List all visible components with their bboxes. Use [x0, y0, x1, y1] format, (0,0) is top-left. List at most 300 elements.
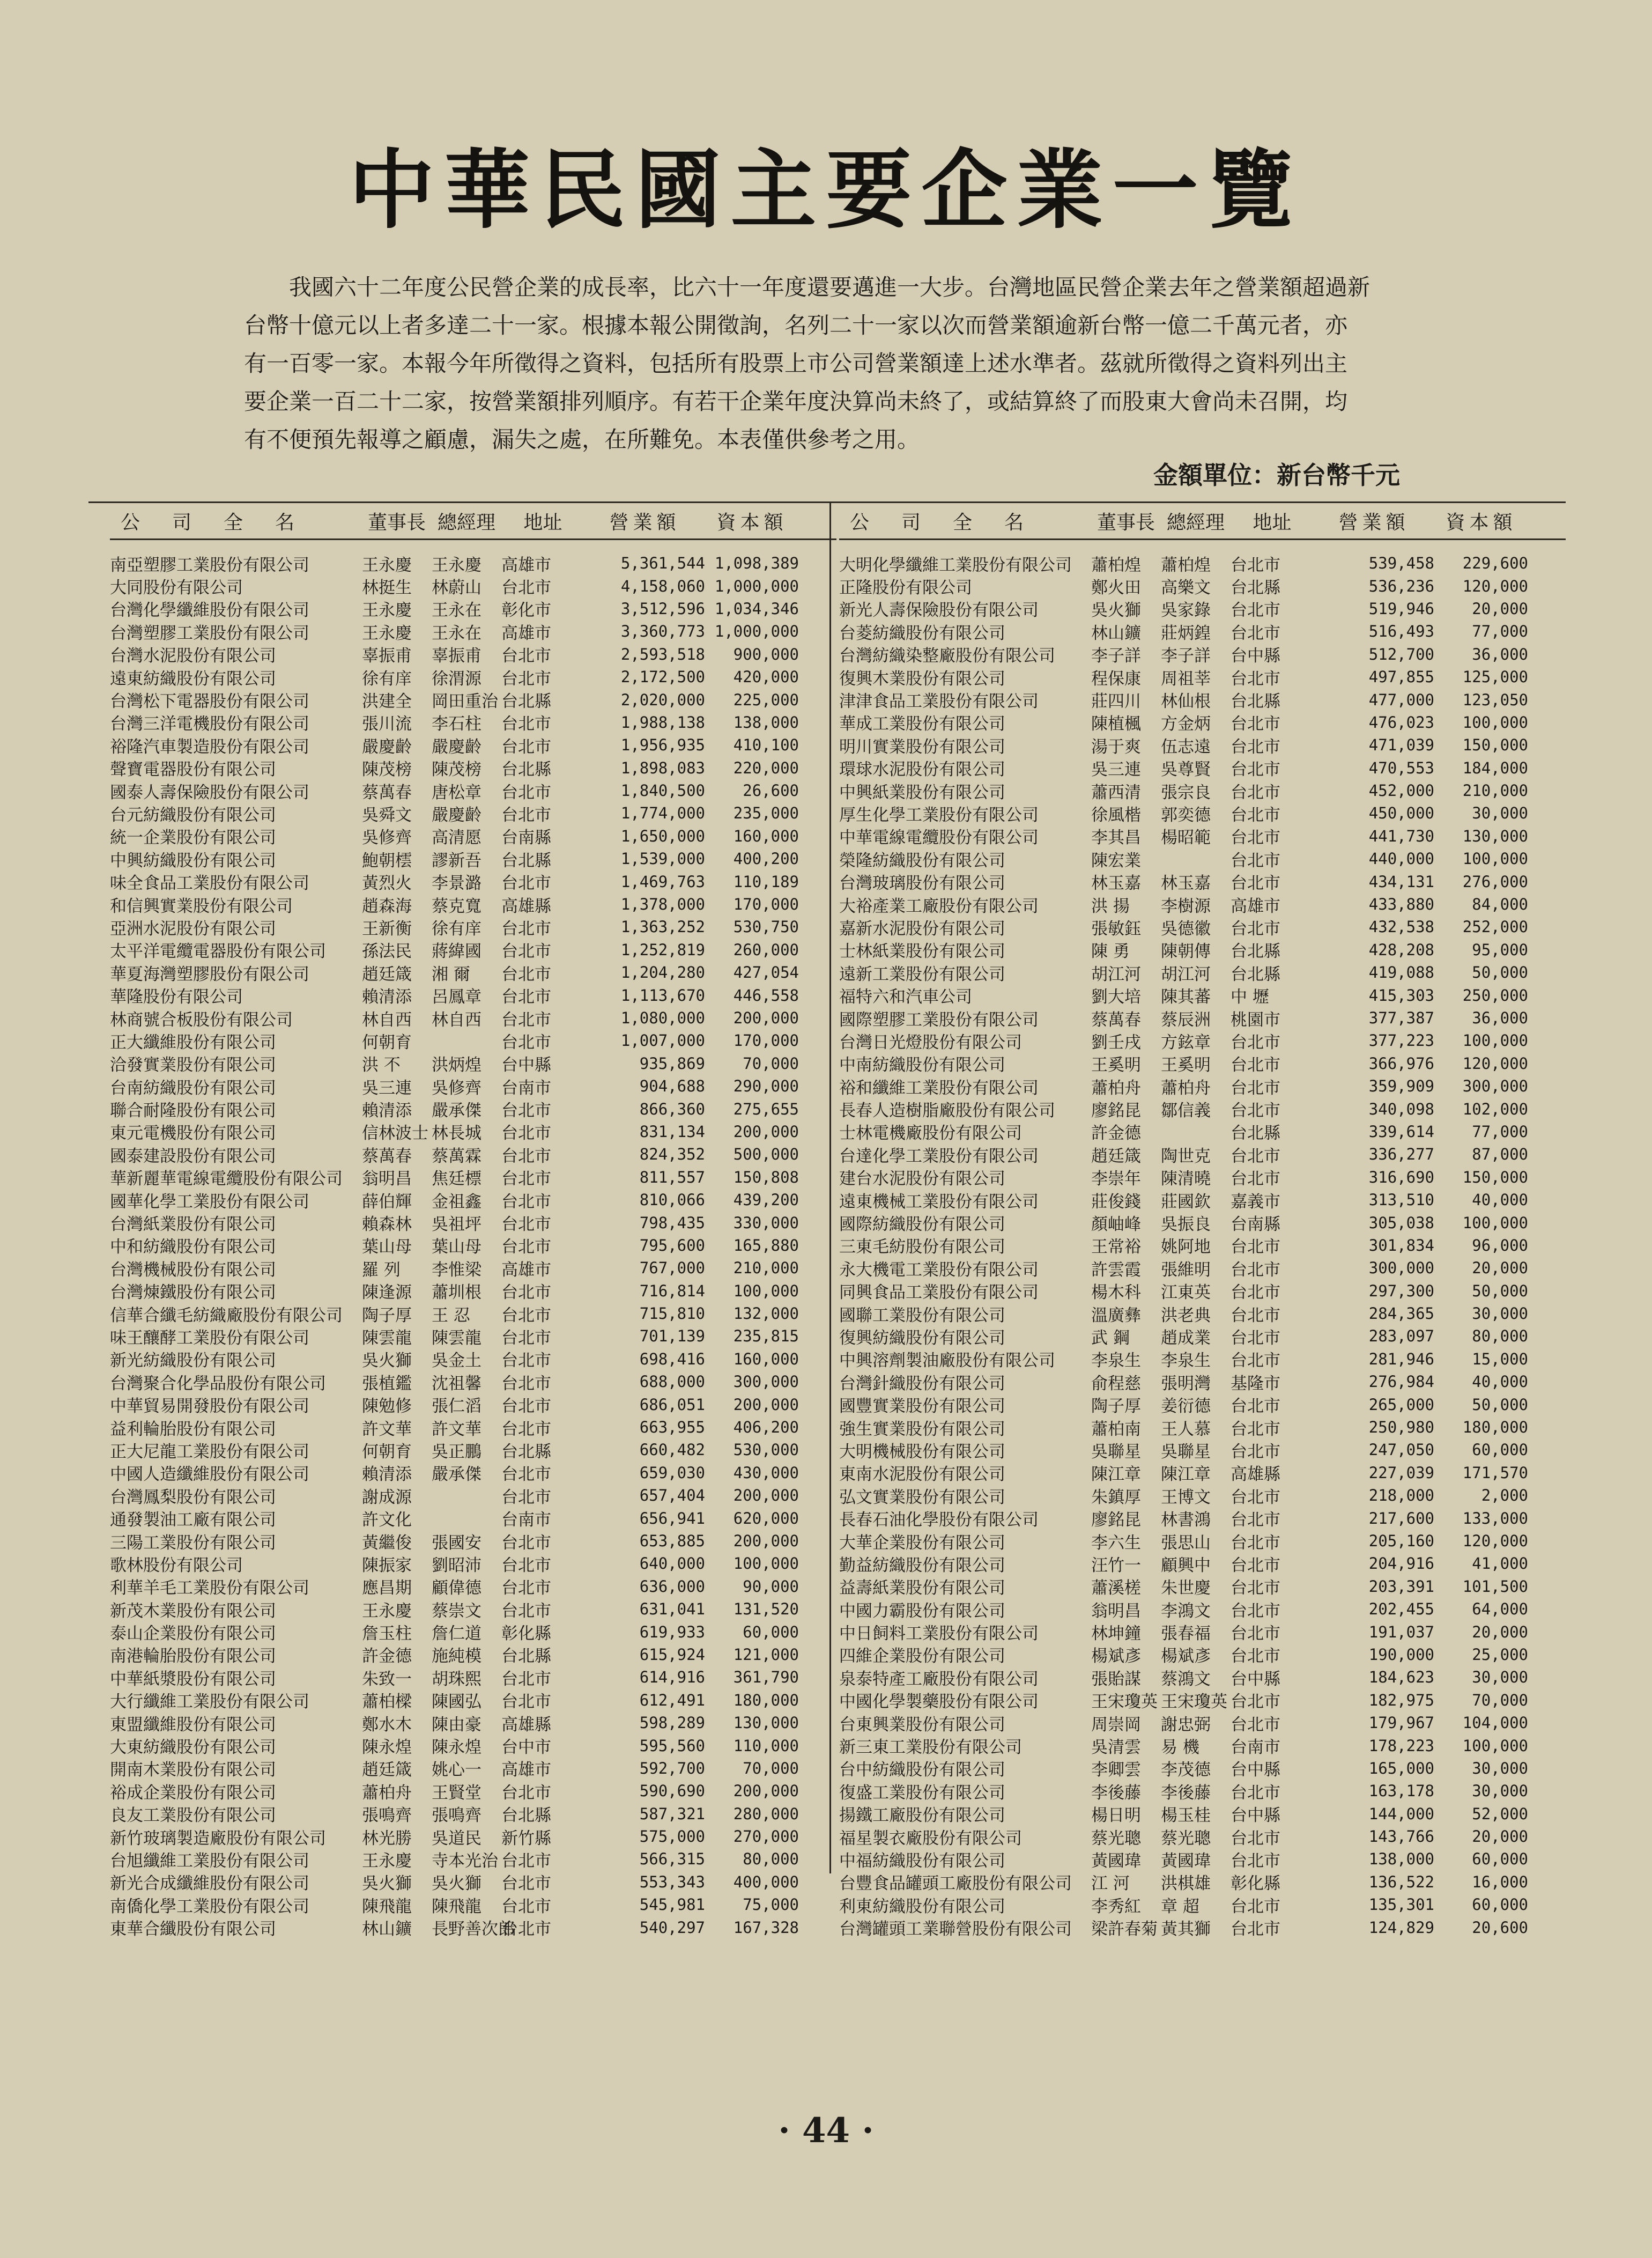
address-cell: 台北市	[501, 964, 551, 984]
table-row	[839, 1734, 1566, 1757]
general-manager-cell: 蕭柏舟	[1161, 1078, 1211, 1098]
address-cell: 台北市	[1231, 1078, 1280, 1098]
general-manager-cell: 胡江河	[1161, 964, 1211, 984]
revenue-cell: 434,131	[1368, 872, 1434, 891]
company-name-cell: 良友工業股份有限公司	[110, 1806, 276, 1826]
company-name-cell: 台灣水泥股份有限公司	[110, 646, 276, 666]
revenue-cell: 4,158,060	[620, 577, 705, 595]
header-company: 公司全名	[850, 511, 1056, 534]
revenue-cell: 477,000	[1368, 690, 1434, 709]
intro-line: 有不便預先報導之顧慮，漏失之處，在所難免。本表僅供參考之用。	[244, 426, 920, 453]
company-name-cell: 永大機電工業股份有限公司	[839, 1260, 1039, 1280]
chairman-cell: 林挺生	[362, 578, 412, 598]
table-row	[839, 734, 1566, 756]
revenue-cell: 138,000	[1368, 1850, 1434, 1869]
table-header	[839, 503, 1566, 540]
capital-cell: 77,000	[1472, 1122, 1528, 1141]
chairman-cell: 張敏鈺	[1091, 919, 1141, 939]
chairman-cell: 蕭西清	[1091, 783, 1141, 802]
capital-cell: 180,000	[1462, 1418, 1528, 1437]
capital-cell: 30,000	[1472, 804, 1528, 823]
chairman-cell: 林山鑛	[362, 1920, 412, 1939]
company-name-cell: 台灣塑膠工業股份有限公司	[110, 623, 309, 643]
company-name-cell: 聲寶電器股份有限公司	[110, 760, 276, 780]
general-manager-cell: 寺本光治	[432, 1851, 498, 1871]
company-name-cell: 台旭纖維工業股份有限公司	[110, 1851, 309, 1871]
table-row	[110, 847, 836, 870]
capital-cell: 87,000	[1472, 1145, 1528, 1164]
company-name-cell: 中華貿易開發股份有限公司	[110, 1397, 309, 1416]
capital-cell: 30,000	[1472, 1759, 1528, 1777]
chairman-cell: 洪建全	[362, 692, 412, 712]
company-name-cell: 長春石油化學股份有限公司	[839, 1510, 1039, 1530]
chairman-cell: 趙廷箴	[1091, 1146, 1141, 1166]
chairman-cell: 李子詳	[1091, 646, 1141, 666]
capital-cell: 26,600	[743, 781, 799, 800]
header-chairman: 董事長	[367, 511, 426, 534]
table-row	[110, 1643, 836, 1666]
revenue-cell: 831,134	[639, 1122, 705, 1141]
chairman-cell: 李泉生	[1091, 1351, 1141, 1371]
chairman-cell: 廖銘昆	[1091, 1101, 1141, 1121]
capital-cell: 439,200	[733, 1191, 799, 1209]
address-cell: 台北市	[1231, 874, 1280, 894]
company-name-cell: 林商號合板股份有限公司	[110, 1010, 293, 1030]
general-manager-cell: 張仁滔	[432, 1397, 481, 1416]
general-manager-cell: 王 忍	[432, 1305, 470, 1325]
company-name-cell: 台灣紙業股份有限公司	[110, 1215, 276, 1235]
company-name-cell: 華新麗華電線電纜股份有限公司	[110, 1169, 343, 1189]
table-row	[110, 734, 836, 756]
capital-cell: 100,000	[733, 1281, 799, 1300]
general-manager-cell: 辜振甫	[432, 646, 481, 666]
table-row	[839, 1666, 1566, 1688]
capital-cell: 180,000	[733, 1691, 799, 1709]
table-left	[110, 503, 836, 1939]
address-cell: 台北市	[1231, 1169, 1280, 1189]
capital-cell: 300,000	[1462, 1077, 1528, 1096]
company-name-cell: 揚鐵工廠股份有限公司	[839, 1806, 1005, 1826]
chairman-cell: 翁明昌	[1091, 1601, 1141, 1621]
revenue-cell: 250,980	[1368, 1418, 1434, 1437]
address-cell: 台北市	[501, 1783, 551, 1803]
chairman-cell: 趙森海	[362, 896, 412, 916]
general-manager-cell: 謝忠弼	[1161, 1715, 1211, 1735]
revenue-cell: 716,814	[639, 1281, 705, 1300]
capital-cell: 1,034,346	[714, 599, 799, 618]
company-name-cell: 台灣罐頭工業聯營股份有限公司	[839, 1920, 1072, 1939]
chairman-cell: 胡江河	[1091, 964, 1141, 984]
company-name-cell: 中興紡織股份有限公司	[110, 851, 276, 870]
table-row	[110, 1211, 836, 1234]
chairman-cell: 陳茂榜	[362, 760, 412, 780]
chairman-cell: 許金德	[1091, 1124, 1141, 1143]
address-cell: 台北市	[501, 1555, 551, 1575]
company-name-cell: 環球水泥股份有限公司	[839, 760, 1005, 780]
company-name-cell: 國泰建設股份有限公司	[110, 1146, 276, 1166]
chairman-cell: 賴清添	[362, 1465, 412, 1485]
address-cell: 台北市	[1231, 851, 1280, 870]
chairman-cell: 羅 列	[362, 1260, 401, 1280]
capital-cell: 530,750	[733, 918, 799, 936]
chairman-cell: 武 鋼	[1091, 1328, 1130, 1348]
address-cell: 台北縣	[501, 1647, 551, 1666]
capital-cell: 50,000	[1472, 1281, 1528, 1300]
address-cell: 台北市	[501, 714, 551, 734]
revenue-cell: 539,458	[1368, 554, 1434, 573]
address-cell: 台北市	[501, 737, 551, 757]
company-name-cell: 中國人造纖維股份有限公司	[110, 1465, 309, 1485]
capital-cell: 225,000	[733, 690, 799, 709]
address-cell: 台北市	[1231, 1032, 1280, 1052]
general-manager-cell: 王永在	[432, 601, 481, 621]
table-row	[110, 1120, 836, 1143]
address-cell: 新竹縣	[501, 1828, 551, 1848]
company-name-cell: 中南紡織股份有限公司	[839, 1056, 1005, 1075]
capital-cell: 110,189	[733, 872, 799, 891]
general-manager-cell: 蔡崇文	[432, 1601, 481, 1621]
chairman-cell: 吳火獅	[1091, 601, 1141, 621]
revenue-cell: 281,946	[1368, 1349, 1434, 1368]
company-name-cell: 台東興業股份有限公司	[839, 1715, 1005, 1735]
table-row	[110, 757, 836, 779]
chairman-cell: 李秀紅	[1091, 1897, 1141, 1916]
chairman-cell: 吳清雲	[1091, 1738, 1141, 1758]
address-cell: 台北縣	[501, 692, 551, 712]
capital-cell: 90,000	[743, 1577, 799, 1596]
capital-cell: 100,000	[1462, 1031, 1528, 1050]
capital-cell: 235,815	[733, 1327, 799, 1346]
revenue-cell: 202,455	[1368, 1600, 1434, 1619]
capital-cell: 420,000	[733, 668, 799, 687]
general-manager-cell: 王永慶	[432, 555, 481, 575]
revenue-cell: 283,097	[1368, 1327, 1434, 1346]
revenue-cell: 336,277	[1368, 1145, 1434, 1164]
company-name-cell: 遠東紡織股份有限公司	[110, 669, 276, 689]
address-cell: 台北市	[501, 1920, 551, 1939]
revenue-cell: 265,000	[1368, 1395, 1434, 1414]
capital-cell: 36,000	[1472, 645, 1528, 663]
company-name-cell: 台灣煉鐵股份有限公司	[110, 1283, 276, 1303]
capital-cell: 20,000	[1472, 1827, 1528, 1846]
table-row	[839, 1007, 1566, 1029]
table-row	[110, 870, 836, 892]
revenue-cell: 795,600	[639, 1236, 705, 1255]
address-cell: 台北市	[1231, 1692, 1280, 1712]
revenue-cell: 701,139	[639, 1327, 705, 1346]
capital-cell: 150,000	[1462, 736, 1528, 755]
revenue-cell: 316,690	[1368, 1168, 1434, 1186]
table-row	[110, 1893, 836, 1916]
header-manager: 總經理	[1166, 511, 1225, 534]
chairman-cell: 蕭柏南	[1091, 1419, 1141, 1439]
capital-cell: 446,558	[733, 986, 799, 1005]
company-name-cell: 正隆股份有限公司	[839, 578, 972, 598]
general-manager-cell: 長野善次郎	[432, 1920, 515, 1939]
company-name-cell: 東盟纖維股份有限公司	[110, 1715, 276, 1735]
general-manager-cell: 唐松章	[432, 783, 481, 802]
chairman-cell: 林山鑛	[1091, 623, 1141, 643]
chairman-cell: 賴清添	[362, 987, 412, 1007]
revenue-cell: 659,030	[639, 1463, 705, 1482]
table-row	[110, 688, 836, 711]
chairman-cell: 蔡萬春	[362, 1146, 412, 1166]
revenue-cell: 179,967	[1368, 1714, 1434, 1732]
revenue-cell: 592,700	[639, 1759, 705, 1777]
table-row	[110, 1280, 836, 1302]
table-row	[839, 847, 1566, 870]
address-cell: 台北市	[1231, 1351, 1280, 1371]
revenue-cell: 452,000	[1368, 781, 1434, 800]
table-row	[839, 1416, 1566, 1438]
chairman-cell: 王永慶	[362, 1851, 412, 1871]
revenue-cell: 657,404	[639, 1486, 705, 1505]
chairman-cell: 蔡萬春	[1091, 1010, 1141, 1030]
table-row	[839, 1643, 1566, 1666]
company-name-cell: 新光紡織股份有限公司	[110, 1351, 276, 1371]
table-row	[839, 984, 1566, 1006]
company-name-cell: 大明機械股份有限公司	[839, 1442, 1005, 1462]
general-manager-cell: 徐渭源	[432, 669, 481, 689]
table-row	[839, 1780, 1566, 1802]
capital-cell: 160,000	[733, 827, 799, 845]
company-name-cell: 國泰人壽保險股份有限公司	[110, 783, 309, 802]
general-manager-cell: 吳修齊	[432, 1078, 481, 1098]
general-manager-cell: 方鉉章	[1161, 1032, 1211, 1052]
general-manager-cell: 吳火獅	[432, 1874, 481, 1894]
revenue-cell: 284,365	[1368, 1304, 1434, 1323]
table-row	[110, 1530, 836, 1552]
capital-cell: 250,000	[1462, 986, 1528, 1005]
general-manager-cell: 焦廷標	[432, 1169, 481, 1189]
capital-cell: 160,000	[733, 1349, 799, 1368]
chairman-cell: 洪 不	[362, 1056, 401, 1075]
general-manager-cell: 吳聯星	[1161, 1442, 1211, 1462]
table-row	[110, 1552, 836, 1575]
chairman-cell: 應昌期	[362, 1578, 412, 1598]
revenue-cell: 663,955	[639, 1418, 705, 1437]
table-row	[110, 1848, 836, 1870]
table-row	[839, 1848, 1566, 1870]
revenue-cell: 440,000	[1368, 850, 1434, 868]
table-row	[110, 1507, 836, 1529]
general-manager-cell: 葉山母	[432, 1237, 481, 1257]
capital-cell: 60,000	[1472, 1850, 1528, 1869]
chairman-cell: 蕭柏舟	[362, 1783, 412, 1803]
revenue-cell: 656,941	[639, 1509, 705, 1528]
company-name-cell: 台元紡織股份有限公司	[110, 806, 276, 825]
company-name-cell: 益利輪胎股份有限公司	[110, 1419, 276, 1439]
address-cell: 高雄市	[501, 1760, 551, 1780]
general-manager-cell: 吳尊賢	[1161, 760, 1211, 780]
enterprise-table	[88, 501, 1566, 1939]
capital-cell: 50,000	[1472, 1395, 1528, 1414]
address-cell: 台北市	[501, 1351, 551, 1371]
company-name-cell: 弘文實業股份有限公司	[839, 1487, 1005, 1507]
revenue-cell: 660,482	[639, 1441, 705, 1459]
table-row	[110, 1780, 836, 1802]
chairman-cell: 趙廷箴	[362, 964, 412, 984]
chairman-cell: 汪竹一	[1091, 1555, 1141, 1575]
header-capital: 資本額	[716, 511, 788, 534]
revenue-cell: 615,924	[639, 1645, 705, 1664]
address-cell: 台北市	[501, 987, 551, 1007]
address-cell: 台北市	[501, 942, 551, 962]
capital-cell: 210,000	[733, 1259, 799, 1278]
company-name-cell: 華隆股份有限公司	[110, 987, 243, 1007]
chairman-cell: 陳勉修	[362, 1397, 412, 1416]
capital-cell: 30,000	[1472, 1782, 1528, 1801]
address-cell: 台北市	[501, 806, 551, 825]
revenue-cell: 366,976	[1368, 1054, 1434, 1073]
revenue-cell: 686,051	[639, 1395, 705, 1414]
revenue-cell: 512,700	[1368, 645, 1434, 663]
chairman-cell: 賴森林	[362, 1215, 412, 1235]
capital-cell: 20,000	[1472, 599, 1528, 618]
general-manager-cell: 蔡克寬	[432, 896, 481, 916]
revenue-cell: 767,000	[639, 1259, 705, 1278]
address-cell: 台北市	[501, 1487, 551, 1507]
general-manager-cell: 李景潞	[432, 874, 481, 894]
table-row	[110, 1257, 836, 1279]
table-row	[110, 620, 836, 643]
chairman-cell: 陳雲龍	[362, 1328, 412, 1348]
address-cell: 台南縣	[501, 828, 551, 848]
general-manager-cell: 李後藤	[1161, 1783, 1211, 1803]
table-row	[839, 620, 1566, 643]
revenue-cell: 1,774,000	[620, 804, 705, 823]
general-manager-cell: 陳江章	[1161, 1465, 1211, 1485]
chairman-cell: 吳舜文	[362, 806, 412, 825]
table-row	[110, 916, 836, 938]
capital-cell: 64,000	[1472, 1600, 1528, 1619]
header-company: 公司全名	[121, 511, 327, 534]
general-manager-cell: 蕭柏煌	[1161, 555, 1211, 575]
general-manager-cell: 施純模	[432, 1647, 481, 1666]
capital-cell: 80,000	[1472, 1327, 1528, 1346]
table-row	[839, 1438, 1566, 1461]
table-row	[110, 1189, 836, 1211]
company-name-cell: 味王釀酵工業股份有限公司	[110, 1328, 309, 1348]
capital-cell: 60,000	[1472, 1441, 1528, 1459]
address-cell: 台北市	[1231, 806, 1280, 825]
company-name-cell: 國豐實業股份有限公司	[839, 1397, 1005, 1416]
table-row	[110, 1052, 836, 1075]
chairman-cell: 孫法民	[362, 942, 412, 962]
revenue-cell: 227,039	[1368, 1463, 1434, 1482]
capital-cell: 100,000	[733, 1554, 799, 1573]
general-manager-cell: 陳國弘	[432, 1692, 481, 1712]
table-row	[110, 1802, 836, 1825]
address-cell: 台北市	[1231, 1442, 1280, 1462]
address-cell: 高雄縣	[501, 1715, 551, 1735]
address-cell: 台南市	[501, 1510, 551, 1530]
chairman-cell: 吳修齊	[362, 828, 412, 848]
general-manager-cell: 王永在	[432, 623, 481, 643]
revenue-cell: 450,000	[1368, 804, 1434, 823]
revenue-cell: 566,315	[639, 1850, 705, 1869]
column-divider	[829, 503, 831, 1873]
address-cell: 台北市	[501, 578, 551, 598]
revenue-cell: 536,236	[1368, 577, 1434, 595]
chairman-cell: 陳宏業	[1091, 851, 1141, 870]
chairman-cell: 陳江章	[1091, 1465, 1141, 1485]
table-row	[839, 1348, 1566, 1370]
header-revenue: 營業額	[1338, 511, 1410, 534]
company-name-cell: 中興溶劑製油廠股份有限公司	[839, 1351, 1055, 1371]
table-row	[839, 1598, 1566, 1620]
company-name-cell: 聯合耐隆股份有限公司	[110, 1101, 276, 1121]
address-cell: 台北市	[501, 1874, 551, 1894]
revenue-cell: 476,023	[1368, 713, 1434, 732]
address-cell: 台北市	[1231, 1283, 1280, 1303]
capital-cell: 406,200	[733, 1418, 799, 1437]
address-cell: 基隆市	[1231, 1374, 1280, 1393]
chairman-cell: 鄭水木	[362, 1715, 412, 1735]
revenue-cell: 1,204,280	[620, 963, 705, 982]
address-cell: 台北縣	[501, 1442, 551, 1462]
table-row	[839, 552, 1566, 574]
general-manager-cell: 陶世克	[1161, 1146, 1211, 1166]
chairman-cell: 許雲霞	[1091, 1260, 1141, 1280]
revenue-cell: 204,916	[1368, 1554, 1434, 1573]
table-row	[110, 1575, 836, 1598]
capital-cell: 131,520	[733, 1600, 799, 1619]
address-cell: 台中縣	[501, 1056, 551, 1075]
revenue-cell: 419,088	[1368, 963, 1434, 982]
company-name-cell: 台中紡織股份有限公司	[839, 1760, 1005, 1780]
general-manager-cell: 章 超	[1161, 1897, 1199, 1916]
capital-cell: 133,000	[1462, 1509, 1528, 1528]
company-name-cell: 榮隆紡織股份有限公司	[839, 851, 1005, 870]
revenue-cell: 305,038	[1368, 1213, 1434, 1232]
address-cell: 台中縣	[1231, 1669, 1280, 1689]
address-cell: 中 壢	[1231, 987, 1269, 1007]
address-cell: 台北市	[501, 669, 551, 689]
chairman-cell: 信林波士	[362, 1124, 428, 1143]
revenue-cell: 205,160	[1368, 1531, 1434, 1550]
address-cell: 台北縣	[501, 1806, 551, 1826]
revenue-cell: 217,600	[1368, 1509, 1434, 1528]
chairman-cell: 詹玉柱	[362, 1624, 412, 1644]
capital-cell: 96,000	[1472, 1236, 1528, 1255]
address-cell: 台北市	[501, 874, 551, 894]
address-cell: 台中縣	[1231, 1760, 1280, 1780]
capital-cell: 110,000	[733, 1736, 799, 1755]
capital-cell: 100,000	[1462, 850, 1528, 868]
chairman-cell: 吳三連	[362, 1078, 412, 1098]
table-row	[839, 1711, 1566, 1734]
capital-cell: 70,000	[1472, 1691, 1528, 1709]
address-cell: 高雄市	[1231, 896, 1280, 916]
revenue-cell: 313,510	[1368, 1191, 1434, 1209]
company-name-cell: 裕和纖維工業股份有限公司	[839, 1078, 1039, 1098]
revenue-cell: 190,000	[1368, 1645, 1434, 1664]
company-name-cell: 國華化學工業股份有限公司	[110, 1192, 309, 1212]
chairman-cell: 蔡萬春	[362, 783, 412, 802]
revenue-cell: 1,840,500	[620, 781, 705, 800]
capital-cell: 60,000	[1472, 1895, 1528, 1914]
company-name-cell: 新三東工業股份有限公司	[839, 1738, 1022, 1758]
table-row	[839, 574, 1566, 597]
chairman-cell: 王永慶	[362, 601, 412, 621]
capital-cell: 300,000	[733, 1372, 799, 1391]
company-name-cell: 遠東機械工業股份有限公司	[839, 1192, 1039, 1212]
chairman-cell: 鮑朝橒	[362, 851, 412, 870]
table-row	[110, 1734, 836, 1757]
company-name-cell: 洽發實業股份有限公司	[110, 1056, 276, 1075]
table-row	[110, 597, 836, 620]
